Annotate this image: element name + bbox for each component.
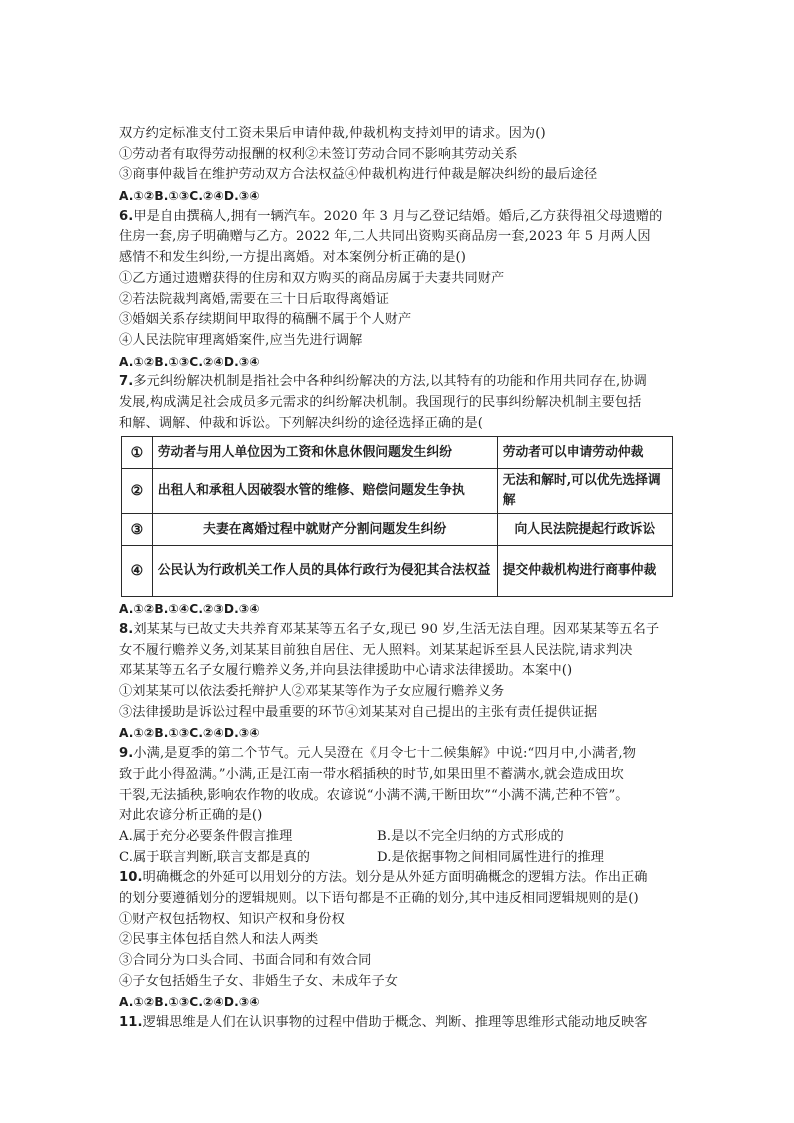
q8-stem-line-1 <box>119 620 679 641</box>
table-row <box>122 469 673 514</box>
table-cell-way: 劳动者可以申请劳动仲裁 <box>497 437 672 469</box>
table-cell-situation: 出租人和承租人因破裂水管的维修、赔偿问题发生争执 <box>152 469 497 514</box>
q6-stem-line-1 <box>119 207 679 228</box>
q9-option-b: B.是以不完全归纳的方式形成的 <box>377 828 564 844</box>
q11-stem-line-1 <box>119 1013 679 1034</box>
q9-options-row-2 <box>119 848 679 869</box>
q11-stem-text-1: 逻辑思维是人们在认识事物的过程中借助于概念、判断、推理等思维形式能动地反映客 <box>142 1015 648 1031</box>
table-cell-situation: 公民认为行政机关工作人员的具体行政行为侵犯其合法权益 <box>152 546 497 597</box>
table-cell-way: 向人民法院提起行政诉讼 <box>497 514 672 546</box>
q5-stem-tail: 双方约定标准支付工资未果后申请仲裁,仲裁机构支持刘甲的请求。因为() <box>119 126 546 141</box>
q11-number: 11. <box>119 1015 143 1031</box>
table-cell-way: 提交仲裁机构进行商事仲裁 <box>497 546 672 597</box>
q5-options-line-2: ③商事仲裁旨在维护劳动双方合法权益④仲裁机构进行仲裁是解决纠纷的最后途径 <box>119 167 598 183</box>
q9-stem-line-4: 对此农谚分析正确的是() <box>119 808 263 824</box>
q9-stem-line-3: 干裂,无法插秧,影响农作物的收成。农谚说“小满不满,干断田坎”“小满不满,芒种不管”。 <box>119 787 629 803</box>
q7-answer-choices: A.①②B.①④C.②③D.③④ <box>119 602 260 617</box>
q6-option-3: ③婚姻关系存续期间甲取得的稿酬不属于个人财产 <box>119 312 412 328</box>
q8-options-line-2: ③法律援助是诉讼过程中最重要的环节④刘某某对自己提出的主张有责任提供证据 <box>119 704 598 720</box>
q9-options-row-1 <box>119 827 679 848</box>
q10-stem-line-2: 的划分要遵循划分的逻辑规则。以下语句都是不正确的划分,其中违反相同逻辑规则的是() <box>119 890 639 906</box>
table-cell-num: ② <box>122 469 153 514</box>
q10-stem-text-1: 明确概念的外延可以用划分的方法。划分是从外延方面明确概念的逻辑方法。作出正确 <box>142 870 648 886</box>
q10-stem-line-1 <box>119 868 679 889</box>
q8-stem-text-1: 刘某某与已故丈夫共养育邓某某等五名子女,现已 90 岁,生活无法自理。因邓某某等五名子 <box>133 622 660 637</box>
table-cell-situation: 夫妻在离婚过程中就财产分割问题发生纠纷 <box>152 514 497 546</box>
q10-number: 10. <box>119 870 143 886</box>
q10-option-4: ④子女包括婚生子女、非婚生子女、未成年子女 <box>119 973 399 989</box>
q8-number: 8. <box>119 622 134 637</box>
q6-stem-line-2: 住房一套,房子明确赠与乙方。2022 年,二人共同出资购买商品房一套,2023 年 5 月两人因 <box>119 229 651 245</box>
table-cell-num: ④ <box>122 546 153 597</box>
q10-option-1: ①财产权包括物权、知识产权和身份权 <box>119 911 345 927</box>
table-row <box>122 514 673 546</box>
q9-number: 9. <box>119 746 134 762</box>
q5-options-line-1: ①劳动者有取得劳动报酬的权利②未签订劳动合同不影响其劳动关系 <box>119 146 518 162</box>
table-row <box>122 546 673 597</box>
q7-options-table <box>121 436 673 597</box>
exam-page <box>119 124 679 1034</box>
q6-answer-choices: A.①②B.①③C.②④D.③④ <box>119 354 260 369</box>
q6-stem-line-3: 感情不和发生纠纷,一方提出离婚。对本案例分析正确的是() <box>119 250 466 266</box>
q10-answer-choices: A.①②B.①③C.②④D.③④ <box>119 995 260 1010</box>
q6-option-4: ④人民法院审理离婚案件,应当先进行调解 <box>119 332 363 348</box>
q7-number: 7. <box>119 374 134 390</box>
q6-number: 6. <box>119 208 134 224</box>
q7-stem-line-2: 发展,构成满足社会成员多元需求的纠纷解决机制。我国现行的民事纠纷解决机制主要包括 <box>119 394 642 410</box>
q6-option-1: ①乙方通过遗赠获得的住房和双方购买的商品房属于夫妻共同财产 <box>119 270 505 286</box>
table-cell-num: ① <box>122 437 153 469</box>
table-cell-num: ③ <box>122 514 153 546</box>
q9-option-d: D.是依据事物之间相同属性进行的推理 <box>377 849 605 865</box>
q6-stem-text-1: 甲是自由撰稿人,拥有一辆汽车。2020 年 3 月与乙登记结婚。婚后,乙方获得祖父母遗赠的 <box>133 208 663 224</box>
q10-option-3: ③合同分为口头合同、书面合同和有效合同 <box>119 953 372 968</box>
q9-stem-text-1: 小满,是夏季的第二个节气。元人吴澄在《月令七十二候集解》中说:“四月中,小满者,物 <box>133 746 636 762</box>
table-row <box>122 437 673 469</box>
q10-option-2: ②民事主体包括自然人和法人两类 <box>119 932 319 948</box>
q5-answer-choices: A.①②B.①③C.②④D.③④ <box>119 189 260 204</box>
q7-stem-line-1 <box>119 372 679 393</box>
q9-option-c: C.属于联言判断,联言支都是真的 <box>119 849 311 865</box>
q9-option-a: A.属于充分必要条件假言推理 <box>119 828 293 844</box>
q7-stem-line-3: 和解、调解、仲裁和诉讼。下列解决纠纷的途径选择正确的是( <box>119 415 484 431</box>
q8-stem-line-2: 女不履行赡养义务,刘某某目前独自居住、无人照料。刘某某起诉至县人民法院,请求判决 <box>119 642 633 658</box>
q6-option-2: ②若法院裁判离婚,需要在三十日后取得离婚证 <box>119 291 390 307</box>
q7-stem-text-1: 多元纠纷解决机制是指社会中各种纠纷解决的方法,以其特有的功能和作用共同存在,协调 <box>133 374 647 390</box>
q8-options-line-1: ①刘某某可以依法委托辩护人②邓某某等作为子女应履行赡养义务 <box>119 684 505 700</box>
q9-stem-line-2: 致于此小得盈满。”小满,正是江南一带水稻插秧的时节,如果田里不蓄满水,就会造成田坎 <box>119 766 624 782</box>
q8-stem-line-3: 邓某某等五名子女履行赡养义务,并向县法律援助中心请求法律援助。本案中() <box>119 663 573 679</box>
q9-stem-line-1 <box>119 744 679 765</box>
q8-answer-choices: A.①②B.①③C.②④D.③④ <box>119 726 260 741</box>
table-cell-situation: 劳动者与用人单位因为工资和休息休假问题发生纠纷 <box>152 437 497 469</box>
table-cell-way: 无法和解时,可以优先选择调解 <box>497 469 672 514</box>
